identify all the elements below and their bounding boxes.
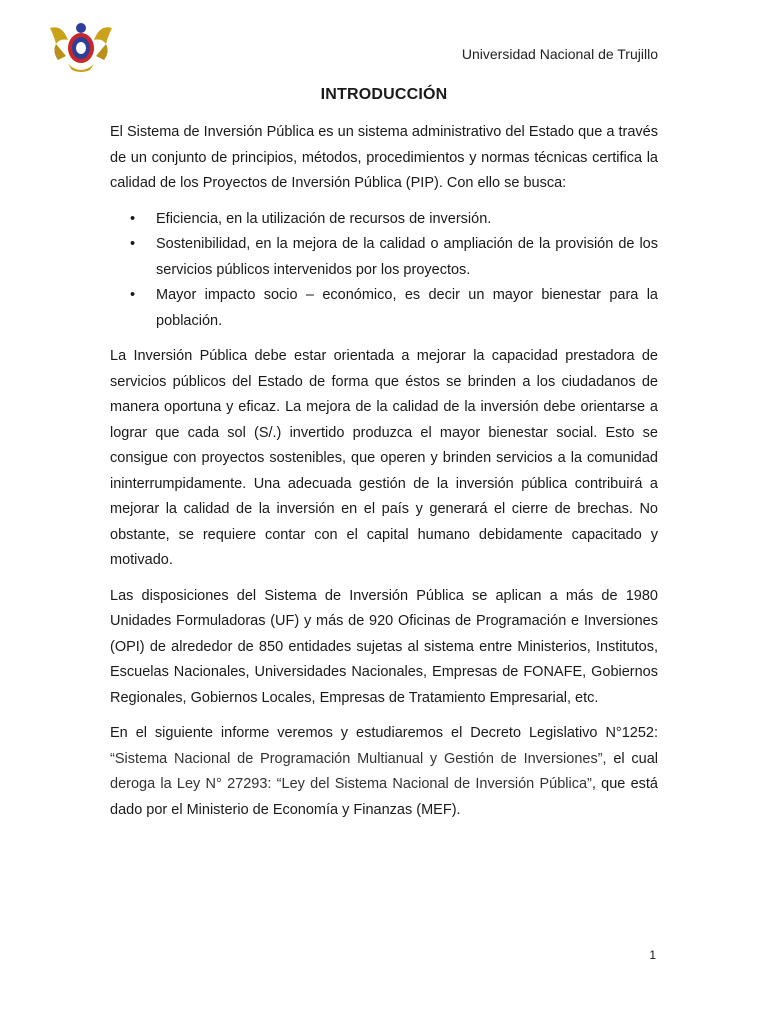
list-item: • Eficiencia, en la utilización de recursos de inversión.	[110, 207, 658, 233]
paragraph-disposiciones: Las disposiciones del Sistema de Inversión Pública se aplican a más de 1980 Unidades Formuladoras (UF) y más de 920 Oficinas de Programación e Inversiones (OPI) de alrededor de 850 entidades sujetas al sistema entre Ministerios, Institutos, Escuelas Nacionales, Universidades Nacionales, Empresas de FONAFE, Gobiernos Regionales, Gobiernos Locales, Empresas de Tratamiento Empresarial, etc.	[110, 587, 658, 706]
list-item: • Mayor impacto socio – económico, es decir un mayor bienestar para la población.	[110, 283, 658, 334]
paragraph-inversion: La Inversión Pública debe estar orientada a mejorar la capacidad prestadora de servicios públicos del Estado de forma que éstos se brinden a los ciudadanos de manera oportuna y eficaz. La mejora de la calidad de la inversión debe orientarse a lograr que cada sol (S/.) invertido produzca el mayor bienestar social. Esto se consigue con proyectos sostenibles, que operen y brinden servicios a la comunidad ininterrumpidamente. Una adecuada gestión de la inversión pública contribuirá a mejorar la calidad de la inversión en el país y generará el cierre de brechas. No obstante, se requiere contar con el capital humano debidamente capacitado y motivado.	[110, 348, 658, 568]
ley-quote: deroga la Ley N° 27293: “Ley del Sistema Nacional de Inversión Pública”	[110, 776, 592, 792]
decreto-lead: En el siguiente informe veremos y estudiaremos el Decreto Legislativo N°1252:	[110, 725, 658, 741]
paragraph-intro: El Sistema de Inversión Pública es un sistema administrativo del Estado que a través de un conjunto de principios, métodos, procedimientos y normas técnicas certifica la calidad de los Proyectos de Inversión Pública (PIP). Con ello se busca:	[110, 124, 658, 191]
decreto-mid: el cual	[606, 750, 658, 767]
page-title: INTRODUCCIÓN	[320, 86, 448, 103]
university-name: Universidad Nacional de Trujillo	[461, 46, 658, 62]
document-body	[110, 120, 658, 833]
decreto-tail: , que está dado por el Ministerio de Economía y Finanzas (MEF).	[110, 776, 658, 818]
decreto-quote: “Sistema Nacional de Programación Multianual y Gestión de Inversiones”,	[110, 750, 607, 767]
page-number: 1	[649, 948, 656, 962]
university-crest-icon	[46, 18, 116, 76]
bullet-list	[110, 207, 658, 335]
list-item: • Sostenibilidad, en la mejora de la calidad o ampliación de la provisión de los servicios públicos intervenidos por los proyectos.	[110, 232, 658, 283]
paragraph-decreto	[110, 721, 658, 823]
